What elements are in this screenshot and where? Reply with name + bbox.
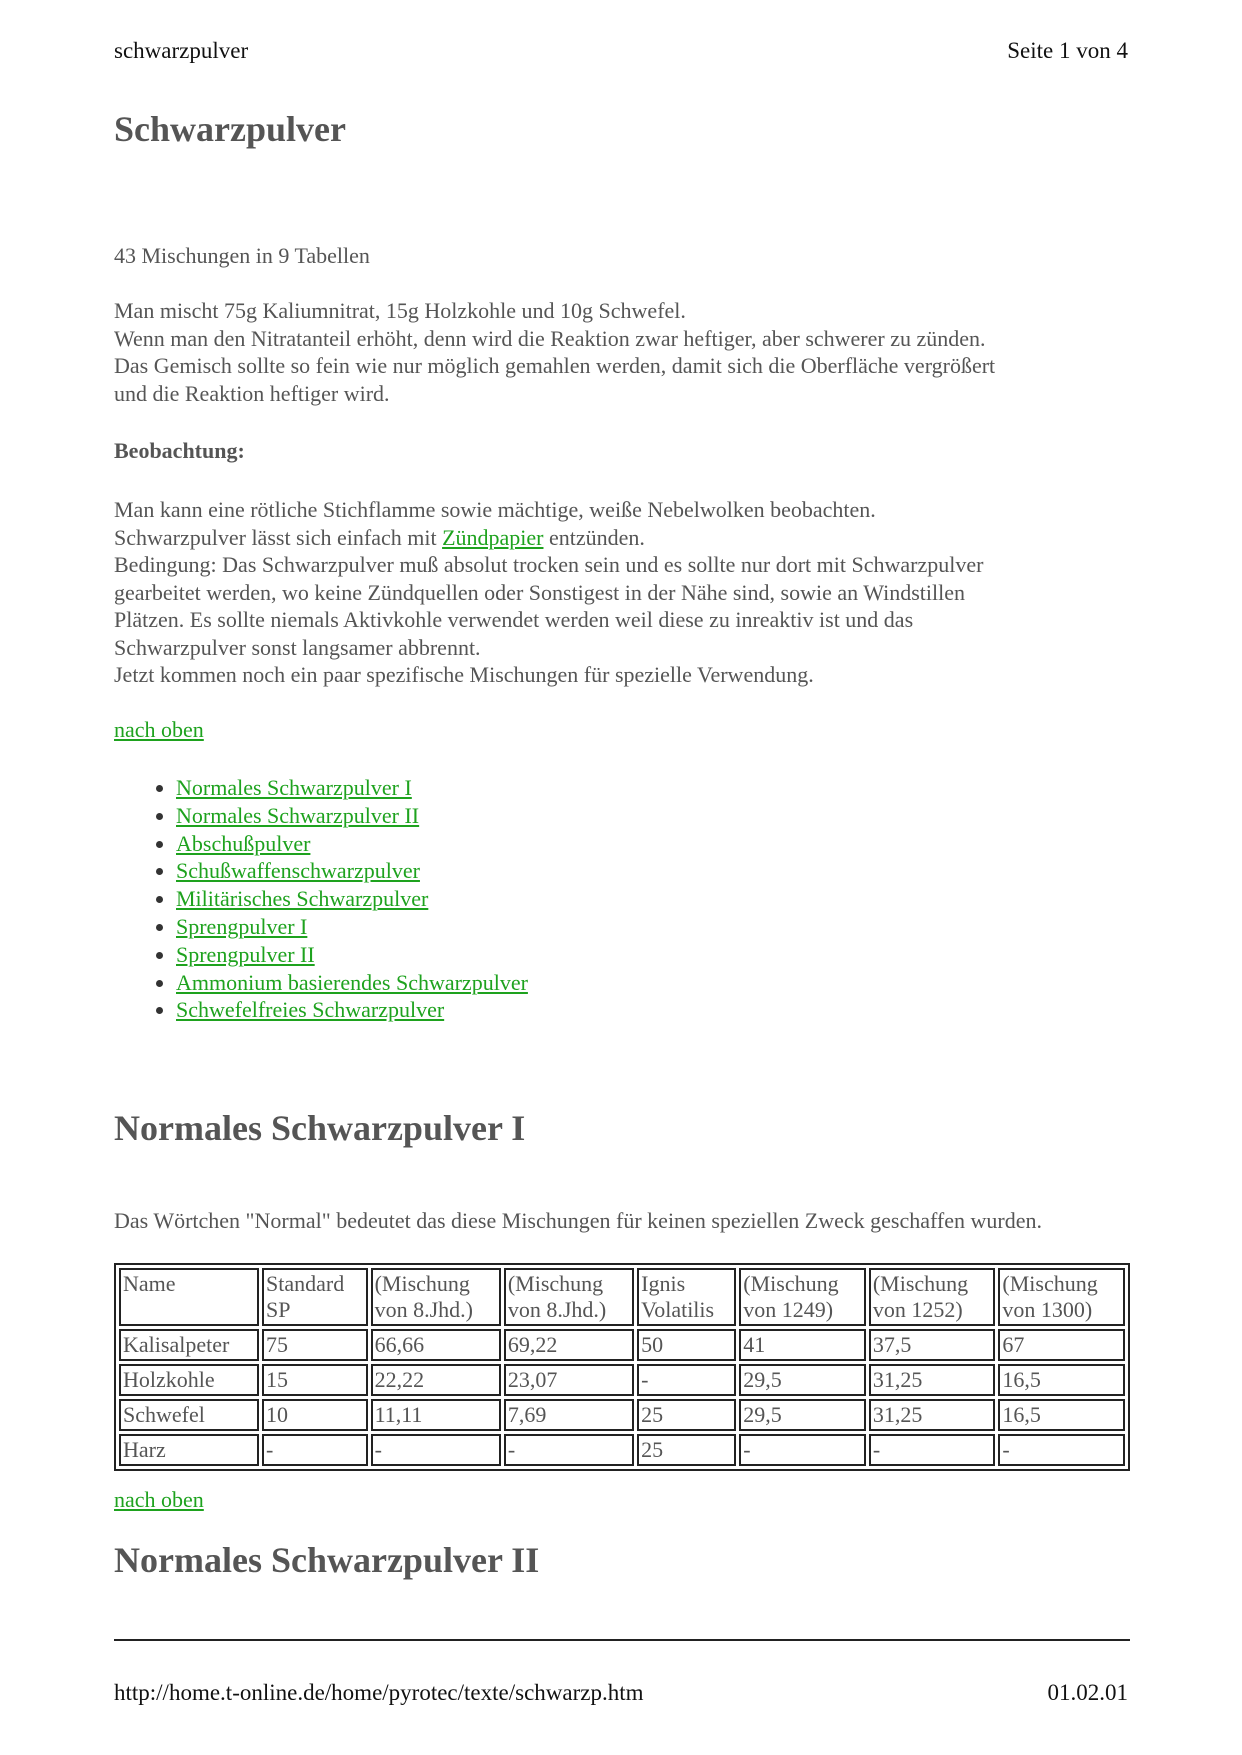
proportion-cell: 29,5	[739, 1399, 866, 1431]
print-footer-url: http://home.t-online.de/home/pyrotec/texte/schwarzp.htm	[114, 1680, 644, 1705]
proportion-cell: -	[739, 1434, 866, 1466]
text-line: Bedingung: Das Schwarzpulver muß absolut trocken sein und es sollte nur dort mit Schwarzpulver	[114, 552, 984, 577]
toc-item	[176, 774, 528, 802]
header-cell-line: Ignis	[641, 1271, 686, 1296]
toc-link-schusswaffen[interactable]: Schußwaffenschwarzpulver	[176, 858, 420, 884]
table-header-cell	[998, 1268, 1125, 1326]
toc-link-normales-2[interactable]: Normales Schwarzpulver II	[176, 802, 420, 828]
proportion-cell: -	[371, 1434, 501, 1466]
text-line: gearbeitet werden, wo keine Zündquellen oder Sonstigest in der Nähe sind, sowie an Windstillen	[114, 579, 965, 605]
toc-link-schwefelfrei[interactable]: Schwefelfreies Schwarzpulver	[176, 997, 445, 1023]
text-line: Jetzt kommen noch ein paar spezifische Mischungen für spezielle Verwendung.	[114, 662, 814, 687]
back-to-top-link[interactable]: nach oben	[114, 1487, 204, 1512]
header-cell-line: Volatilis	[641, 1297, 715, 1322]
toc-item	[176, 830, 528, 858]
proportion-cell: -	[262, 1434, 368, 1466]
toc-link-abschusspulver[interactable]: Abschußpulver	[176, 830, 311, 856]
header-cell-line: von 8.Jhd.)	[507, 1297, 607, 1322]
toc-item	[176, 885, 528, 913]
table-row	[119, 1329, 1125, 1361]
text-line: Man kann eine rötliche Stichflamme sowie mächtige, weiße Nebelwolken beobachten.	[114, 497, 876, 522]
table-of-contents	[114, 774, 528, 1024]
toc-item	[176, 913, 528, 941]
proportion-cell: 16,5	[998, 1364, 1125, 1396]
paragraph-observation	[114, 496, 1130, 689]
section-heading-normales-2: Normales Schwarzpulver II	[114, 1540, 540, 1580]
toc-link-sprengpulver-2[interactable]: Sprengpulver II	[176, 941, 315, 967]
text-line	[114, 524, 1130, 552]
proportion-cell: 7,69	[504, 1399, 634, 1431]
proportion-cell: 41	[739, 1329, 866, 1361]
proportion-cell: 29,5	[739, 1364, 866, 1396]
proportion-cell: 23,07	[504, 1364, 634, 1396]
mixture-table	[114, 1263, 1130, 1471]
proportion-cell: -	[637, 1364, 736, 1396]
proportion-cell: 11,11	[371, 1399, 501, 1431]
proportion-cell: -	[504, 1434, 634, 1466]
header-cell-line: (Mischung	[374, 1271, 470, 1296]
proportion-cell: 25	[637, 1399, 736, 1431]
text-line: und die Reaktion heftiger wird.	[114, 380, 390, 406]
proportion-cell: 50	[637, 1329, 736, 1361]
header-cell-line: von 8.Jhd.)	[374, 1297, 473, 1322]
table-header-cell	[119, 1268, 259, 1326]
toc-item	[176, 996, 528, 1024]
header-cell-line: (Mischung	[743, 1271, 839, 1296]
proportion-cell: 15	[262, 1364, 368, 1396]
proportion-cell: -	[869, 1434, 996, 1466]
header-cell-line: Standard	[265, 1271, 345, 1296]
proportion-cell: 66,66	[371, 1329, 501, 1361]
text-line: Schwarzpulver sonst langsamer abbrennt.	[114, 634, 481, 660]
table-header-cell	[739, 1268, 866, 1326]
header-cell-line: von 1249)	[743, 1297, 834, 1322]
proportion-cell: 67	[998, 1329, 1125, 1361]
text-line: Plätzen. Es sollte niemals Aktivkohle verwendet werden weil diese zu inreaktiv ist und das	[114, 607, 914, 632]
toc-item	[176, 857, 528, 885]
table-row	[119, 1399, 1125, 1431]
header-cell-line: (Mischung	[872, 1271, 969, 1296]
proportion-cell: 25	[637, 1434, 736, 1466]
toc-item	[176, 941, 528, 969]
proportion-cell: 37,5	[869, 1329, 996, 1361]
header-cell-line: von 1252)	[872, 1297, 963, 1322]
link-zuendpapier[interactable]: Zündpapier	[442, 524, 544, 550]
proportion-cell: 16,5	[998, 1399, 1125, 1431]
table-header-cell	[869, 1268, 996, 1326]
page-title: Schwarzpulver	[114, 109, 346, 149]
print-footer-date: 01.02.01	[1047, 1680, 1128, 1705]
print-header-page: Seite 1 von 4	[1007, 38, 1128, 63]
proportion-cell: 69,22	[504, 1329, 634, 1361]
text-segment: entzünden.	[543, 524, 645, 550]
text-line: Wenn man den Nitratanteil erhöht, denn wird die Reaktion zwar heftiger, aber schwerer zu zünden.	[114, 325, 986, 351]
proportion-cell: -	[998, 1434, 1125, 1466]
table-header-row	[119, 1268, 1125, 1326]
ingredient-name-cell: Holzkohle	[119, 1364, 259, 1396]
proportion-cell: 10	[262, 1399, 368, 1431]
table-row	[119, 1364, 1125, 1396]
header-cell-line: (Mischung	[1002, 1271, 1098, 1296]
section-heading-normales-1: Normales Schwarzpulver I	[114, 1108, 526, 1148]
proportion-cell: 22,22	[371, 1364, 501, 1396]
header-cell-line: von 1300)	[1002, 1297, 1093, 1322]
toc-item	[176, 969, 528, 997]
text-segment: Schwarzpulver lässt sich einfach mit	[114, 524, 443, 550]
toc-link-normales-1[interactable]: Normales Schwarzpulver I	[176, 775, 412, 800]
table-header-cell	[371, 1268, 501, 1326]
table-header-cell	[637, 1268, 736, 1326]
intro-text: 43 Mischungen in 9 Tabellen	[114, 243, 370, 268]
observation-heading: Beobachtung:	[114, 438, 245, 463]
text-line: Man mischt 75g Kaliumnitrat, 15g Holzkohle und 10g Schwefel.	[114, 298, 686, 323]
proportion-cell: 31,25	[869, 1399, 996, 1431]
header-cell-line: (Mischung	[507, 1271, 604, 1296]
back-to-top-link[interactable]: nach oben	[114, 717, 204, 742]
paragraph-mixture	[114, 297, 1130, 407]
table-header-cell	[504, 1268, 634, 1326]
footer-divider	[114, 1639, 1130, 1641]
section-description: Das Wörtchen "Normal" bedeutet das diese Mischungen für keinen speziellen Zweck geschaffen wurden.	[114, 1208, 1042, 1233]
proportion-cell: 31,25	[869, 1364, 996, 1396]
ingredient-name-cell: Kalisalpeter	[119, 1329, 259, 1361]
toc-link-militaerisch[interactable]: Militärisches Schwarzpulver	[176, 886, 429, 912]
table-row	[119, 1434, 1125, 1466]
text-line: Das Gemisch sollte so fein wie nur möglich gemahlen werden, damit sich die Oberfläche vergrößert	[114, 353, 996, 378]
table-header-cell	[262, 1268, 368, 1326]
ingredient-name-cell: Schwefel	[119, 1399, 259, 1431]
header-cell-line: Name	[123, 1271, 176, 1296]
header-cell-line: SP	[265, 1297, 291, 1322]
print-header-title: schwarzpulver	[114, 38, 249, 63]
ingredient-name-cell: Harz	[119, 1434, 259, 1466]
proportion-cell: 75	[262, 1329, 368, 1361]
toc-link-sprengpulver-1[interactable]: Sprengpulver I	[176, 913, 308, 939]
toc-item	[176, 802, 528, 830]
toc-link-ammonium[interactable]: Ammonium basierendes Schwarzpulver	[176, 969, 528, 995]
